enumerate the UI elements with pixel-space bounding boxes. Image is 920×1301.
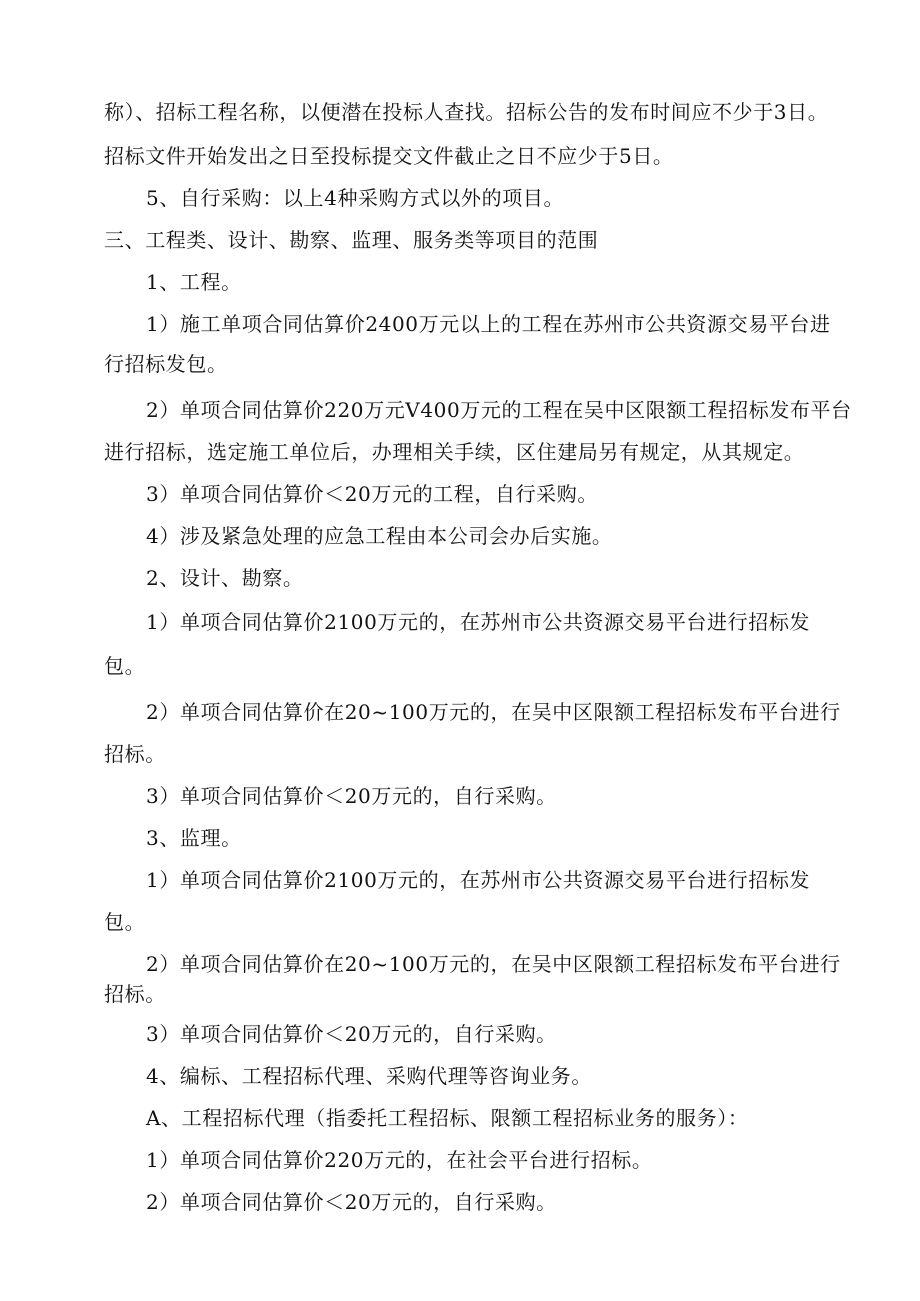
text-line: 招标文件开始发出之日至投标提交文件截止之日不应少于5日。	[104, 144, 674, 168]
text-line: 包。	[104, 654, 146, 678]
text-line: 3、监理。	[146, 826, 242, 850]
text-line: 1）施工单项合同估算价2400万元以上的工程在苏州市公共资源交易平台进	[146, 312, 831, 336]
text-line: 1）单项合同估算价220万元的，在社会平台进行招标。	[146, 1148, 653, 1172]
text-line: 4、编标、工程招标代理、采购代理等咨询业务。	[146, 1064, 592, 1088]
text-line: 3）单项合同估算价＜20万元的，自行采购。	[146, 784, 557, 808]
text-line: 行招标发包。	[104, 352, 228, 376]
text-line: 4）涉及紧急处理的应急工程由本公司会办后实施。	[146, 524, 613, 548]
text-line: 2）单项合同估算价220万元V400万元的工程在吴中区限额工程招标发布平台	[146, 398, 852, 422]
text-line: 3）单项合同估算价＜20万元的，自行采购。	[146, 1022, 557, 1046]
text-line: A、工程招标代理（指委托工程招标、限额工程招标业务的服务）：	[146, 1106, 749, 1130]
text-line: 招标。	[104, 982, 166, 1006]
text-line: 1）单项合同估算价2100万元的，在苏州市公共资源交易平台进行招标发	[146, 868, 811, 892]
text-line: 1）单项合同估算价2100万元的，在苏州市公共资源交易平台进行招标发	[146, 610, 811, 634]
section-heading: 三、工程类、设计、勘察、监理、服务类等项目的范围	[104, 228, 599, 252]
text-line: 进行招标，选定施工单位后，办理相关手续，区住建局另有规定，从其规定。	[104, 440, 805, 464]
text-line: 2）单项合同估算价＜20万元的，自行采购。	[146, 1190, 557, 1214]
text-line: 3）单项合同估算价＜20万元的工程，自行采购。	[146, 482, 598, 506]
text-line: 1、工程。	[146, 270, 242, 294]
text-line: 称）、招标工程名称，以便潜在投标人查找。招标公告的发布时间应不少于3日。	[104, 100, 829, 124]
text-line: 招标。	[104, 742, 166, 766]
text-line: 2、设计、勘察。	[146, 566, 304, 590]
text-line: 5、自行采购：以上4种采购方式以外的项目。	[146, 186, 565, 210]
text-line: 2）单项合同估算价在20~100万元的，在吴中区限额工程招标发布平台进行	[146, 700, 841, 724]
text-line: 包。	[104, 910, 146, 934]
text-line: 2）单项合同估算价在20~100万元的，在吴中区限额工程招标发布平台进行	[146, 952, 841, 976]
